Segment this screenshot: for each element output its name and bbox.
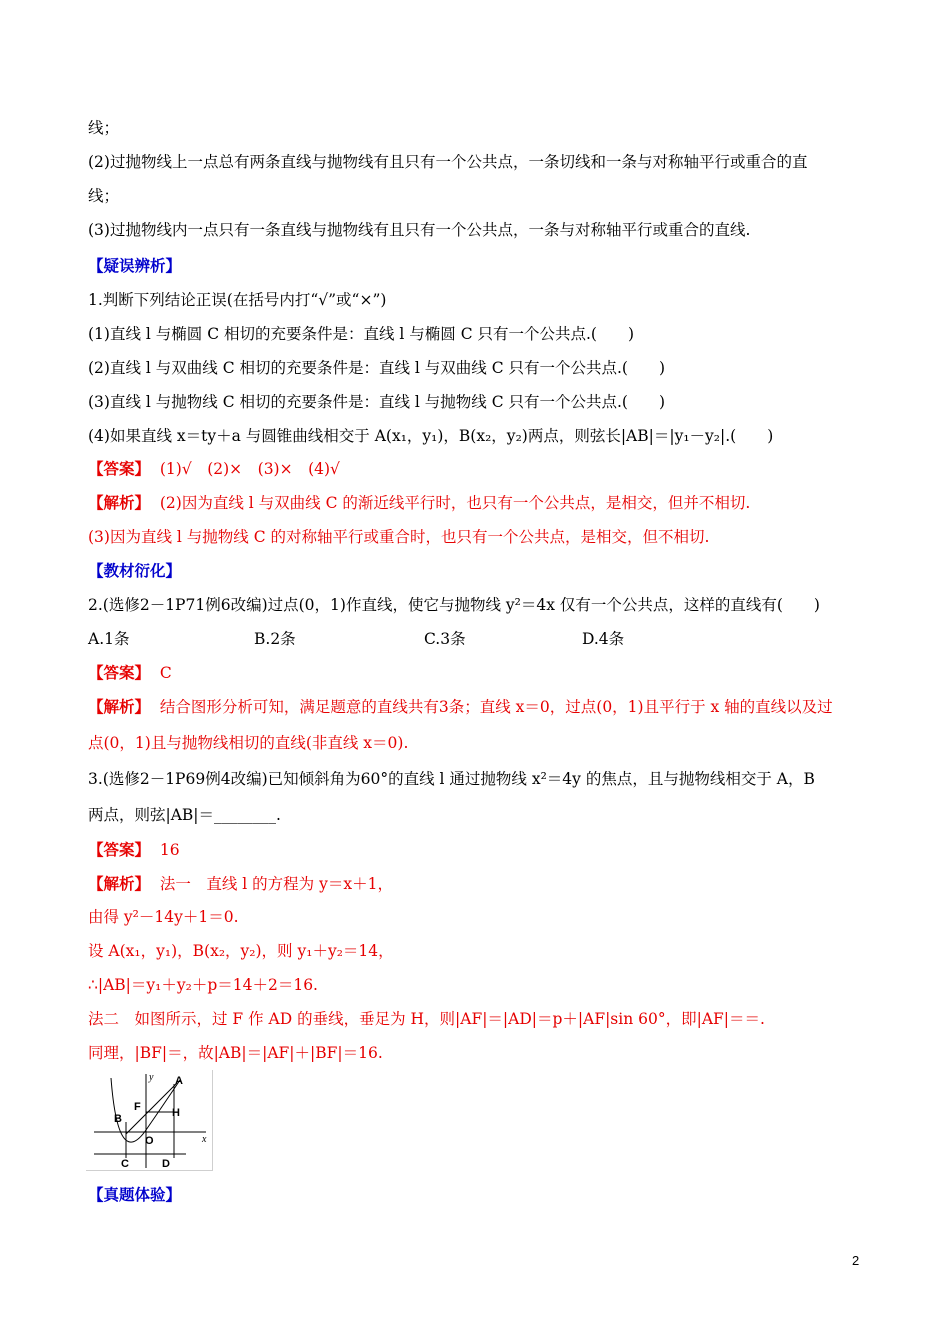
parabola-diagram — [86, 1070, 212, 1170]
option-a: A.1条 — [88, 630, 130, 648]
analysis-label: 【解析】 — [88, 874, 151, 893]
answer-label: 【答案】 — [88, 840, 151, 859]
text-line: 线； — [88, 119, 120, 137]
parabola-figure — [86, 1070, 213, 1171]
option-b: B.2条 — [254, 630, 296, 648]
figure-label: A — [175, 1075, 183, 1087]
figure-label: F — [134, 1101, 141, 1113]
figure-label: x — [202, 1134, 207, 1145]
question-3: 3.(选修2－1P69例4改编)已知倾斜角为60°的直线 l 通过抛物线 x²＝4y 的焦点，且与抛物线相交于 A，B — [88, 770, 815, 788]
answer-text: C — [159, 664, 172, 682]
analysis-line — [88, 493, 750, 513]
option-d: D.4条 — [582, 630, 625, 648]
answer-line — [88, 459, 340, 479]
answer-label: 【答案】 — [88, 459, 151, 478]
statement: (4)如果直线 x＝ty＋a 与圆锥曲线相交于 A(x₁，y₁)，B(x₂，y₂)两点，则弦长|AB|＝|y₁－y₂|.( ) — [88, 427, 774, 445]
figure-label: y — [149, 1072, 154, 1083]
analysis-text: 由得 y²－14y＋1＝0. — [88, 908, 239, 926]
analysis-label: 【解析】 — [88, 493, 151, 512]
figure-label: B — [114, 1113, 122, 1125]
answer-line — [88, 840, 180, 860]
analysis-line — [88, 874, 393, 894]
statement: (3)直线 l 与抛物线 C 相切的充要条件是：直线 l 与抛物线 C 只有一个公共点.( ) — [88, 393, 666, 411]
analysis-text: 法一 直线 l 的方程为 y＝x＋1， — [159, 875, 393, 893]
question-3-cont: 两点，则弦|AB|＝________. — [88, 806, 281, 824]
answer-label: 【答案】 — [88, 663, 151, 682]
text-line: (2)过抛物线上一点总有两条直线与抛物线有且只有一个公共点，一条切线和一条与对称轴平行或重合的直 — [88, 153, 808, 171]
analysis-text: 结合图形分析可知，满足题意的直线共有3条；直线 x＝0，过点(0，1)且平行于 x 轴的直线以及过 — [159, 698, 833, 716]
analysis-text: 法二 如图所示，过 F 作 AD 的垂线，垂足为 H，则|AF|＝|AD|＝p＋|AF|sin 60°，即|AF|＝＝. — [88, 1010, 765, 1028]
statement: (2)直线 l 与双曲线 C 相切的充要条件是：直线 l 与双曲线 C 只有一个公共点.( ) — [88, 359, 666, 377]
figure-label: C — [121, 1158, 129, 1170]
figure-label: H — [172, 1107, 180, 1119]
text-line: (3)过抛物线内一点只有一条直线与抛物线有且只有一个公共点，一条与对称轴平行或重合的直线. — [88, 221, 751, 239]
statement: (1)直线 l 与椭圆 C 相切的充要条件是：直线 l 与椭圆 C 只有一个公共点.( ) — [88, 325, 635, 343]
analysis-text: 同理，|BF|＝，故|AB|＝|AF|＋|BF|＝16. — [88, 1044, 383, 1062]
text-line: 线； — [88, 187, 120, 205]
answer-line — [88, 663, 172, 683]
figure-label: D — [162, 1158, 170, 1170]
question-2: 2.(选修2－1P71例6改编)过点(0，1)作直线，使它与抛物线 y²＝4x 仅有一个公共点，这样的直线有( ) — [88, 596, 820, 614]
section-heading: 【教材衍化】 — [88, 561, 182, 580]
analysis-line — [88, 697, 833, 717]
section-heading: 【疑误辨析】 — [88, 256, 182, 275]
answer-text: (1)√ (2)× (3)× (4)√ — [159, 460, 340, 478]
question-1: 1.判断下列结论正误(在括号内打“√”或“×”) — [88, 291, 387, 309]
section-heading: 【真题体验】 — [88, 1185, 182, 1204]
analysis-text: 点(0，1)且与抛物线相切的直线(非直线 x＝0). — [88, 734, 409, 752]
option-c: C.3条 — [424, 630, 466, 648]
answer-text: 16 — [159, 841, 180, 859]
analysis-text: 设 A(x₁，y₁)，B(x₂，y₂)，则 y₁＋y₂＝14， — [88, 942, 394, 960]
analysis-text: (3)因为直线 l 与抛物线 C 的对称轴平行或重合时，也只有一个公共点，是相交，但不相切. — [88, 528, 710, 546]
analysis-label: 【解析】 — [88, 697, 151, 716]
figure-label: O — [145, 1135, 154, 1147]
page-number: 2 — [852, 1253, 860, 1268]
analysis-text: ∴|AB|＝y₁＋y₂＋p＝14＋2＝16. — [88, 976, 318, 994]
analysis-text: (2)因为直线 l 与双曲线 C 的渐近线平行时，也只有一个公共点，是相交，但并不相切. — [159, 494, 751, 512]
